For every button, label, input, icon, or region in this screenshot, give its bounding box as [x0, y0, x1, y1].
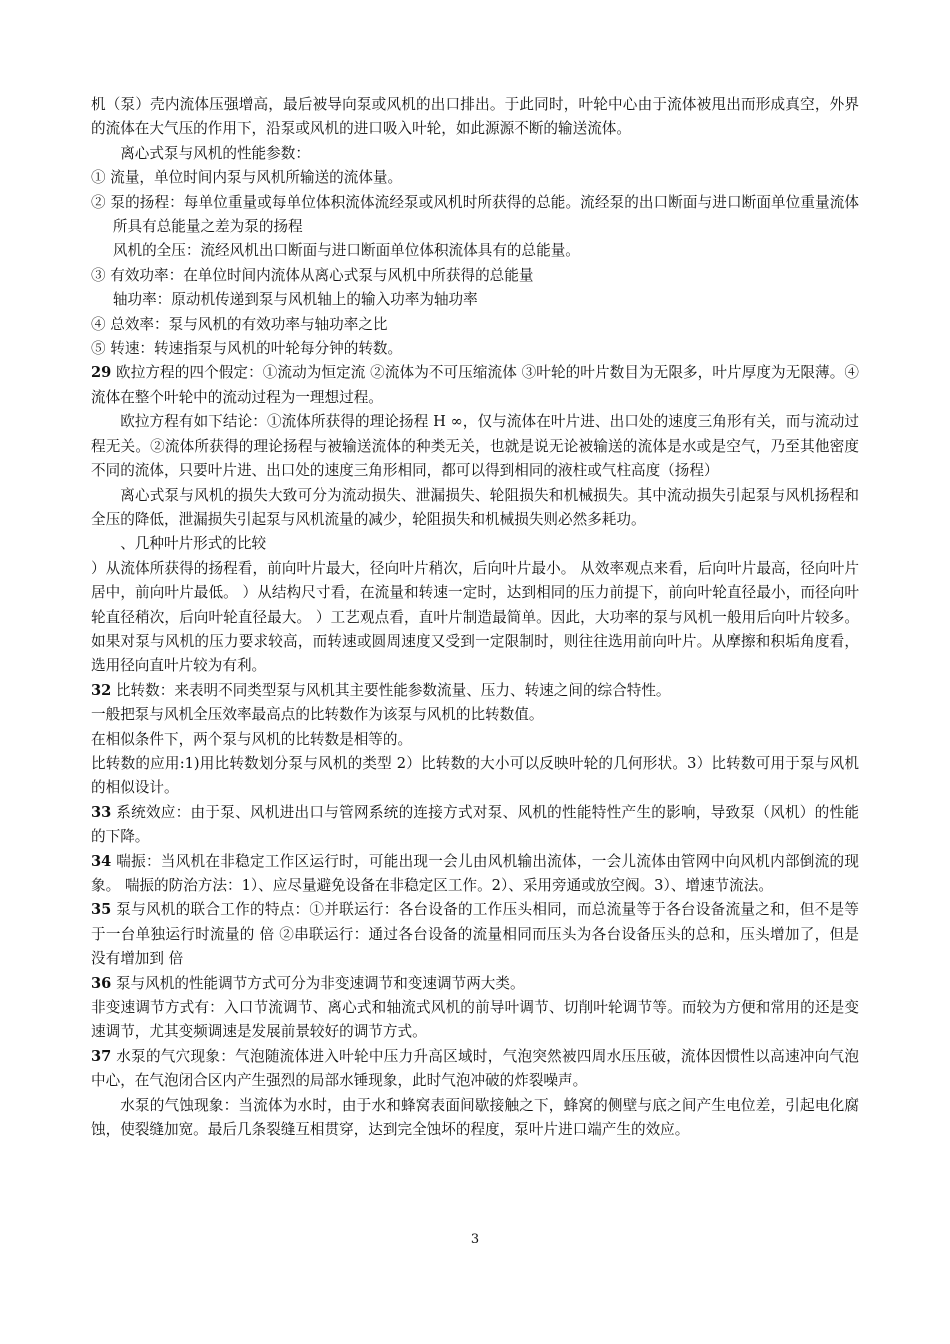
section-32: 32 比转数：来表明不同类型泵与风机其主要性能参数流量、压力、转速之间的综合特性。: [91, 681, 671, 699]
section-number: 34: [91, 852, 112, 870]
paragraph: 风机的全压：流经风机出口断面与进口断面单位体积流体具有的总能量。: [112, 242, 580, 260]
section-29: 29 欧拉方程的四个假定：①流动为恒定流 ②流体为不可压缩流体 ③叶轮的叶片数目为无限多，叶片厚度为无限薄。④流体在整个叶轮中的流动过程为一理想过程。: [91, 364, 859, 406]
paragraph: 一般把泵与风机全压效率最高点的比转数作为该泵与风机的比转数值。: [91, 706, 544, 724]
section-33: 33 系统效应：由于泵、风机进出口与管网系统的连接方式对泵、风机的性能特性产生的影响，导致泵（风机）的性能的下降。: [91, 803, 859, 846]
list-item: ② 泵的扬程：每单位重量或每单位体积流体流经泵或风机时所获得的总能。流经泵的出口断面与进口断面单位重量流体所具有总能量之差为泵的扬程: [91, 193, 859, 236]
paragraph: 非变速调节方式有：入口节流调节、离心式和轴流式风机的前导叶调节、切削叶轮调节等。而较为方便和常用的还是变速调节，尤其变频调速是发展前景较好的调节方式。: [91, 999, 859, 1041]
section-number: 37: [91, 1047, 112, 1065]
paragraph: 机（泵）壳内流体压强增高，最后被导向泵或风机的出口排出。于此同时，叶轮中心由于流体被甩出而形成真空，外界的流体在大气压的作用下，沿泵或风机的进口吸入叶轮，如此源源不断的输送流体。: [91, 96, 859, 138]
paragraph: 、几种叶片形式的比较: [120, 535, 267, 553]
section-35: 35 泵与风机的联合工作的特点：①并联运行：各台设备的工作压头相同，而总流量等于各台设备流量之和，但不是等于一台单独运行时流量的 倍 ②串联运行：通过各台设备的流量相同而压头为各台设备压头的总和，压头增加了，但是没有增加到 倍: [91, 901, 859, 968]
list-item: ① 流量，单位时间内泵与风机所输送的流体量。: [91, 169, 403, 187]
section-36: 36 泵与风机的性能调节方式可分为非变速调节和变速调节两大类。: [91, 974, 525, 992]
section-number: 33: [91, 803, 112, 821]
list-item: ④ 总效率：泵与风机的有效功率与轴功率之比: [91, 315, 388, 333]
section-number: 35: [91, 901, 112, 919]
paragraph: ）从流体所获得的扬程看，前向叶片最大，径向叶片稍次，后向叶片最小。 从效率观点来看，后向叶片最高，径向叶片居中，前向叶片最低。 ）从结构尺寸看，在流量和转速一定时，达到相同的压力前提下，前向叶轮直径最小，而径向叶轮直径稍次，后向叶轮直径最大。 ）工艺观点看，直叶片制造最简单。因此，大功率的泵与风机一般用后向叶片较多。如果对泵与风机的压力要求较高，而转速或圆周速度又受到一定限制时，则往往选用前向叶片。从摩擦和积垢角度看，选用径向直叶片较为有利。: [91, 559, 859, 675]
paragraph: 欧拉方程有如下结论：①流体所获得的理论扬程 H ∞，仅与流体在叶片进、出口处的速度三角形有关，而与流动过程无关。②流体所获得的理论扬程与被输送流体的种类无关，也就是说无论被输送的流体是水或是空气，乃至其他密度不同的流体，只要叶片进、出口处的速度三角形相同，都可以得到相同的液柱或气柱高度（扬程）: [91, 413, 859, 480]
paragraph: 比转数的应用:1)用比转数划分泵与风机的类型 2）比转数的大小可以反映叶轮的几何形状。3）比转数可用于泵与风机的相似设计。: [91, 754, 859, 797]
paragraph: 在相似条件下，两个泵与风机的比转数是相等的。: [91, 730, 413, 748]
paragraph: 轴功率：原动机传递到泵与风机轴上的输入功率为轴功率: [112, 291, 478, 309]
section-number: 36: [91, 974, 112, 992]
page-number: 3: [470, 1232, 480, 1247]
paragraph: 离心式泵与风机的损失大致可分为流动损失、泄漏损失、轮阻损失和机械损失。其中流动损失引起泵与风机扬程和全压的降低，泄漏损失引起泵与风机流量的减少，轮阻损失和机械损失则必然多耗功。: [91, 486, 859, 528]
paragraph: 水泵的气蚀现象：当流体为水时，由于水和蜂窝表面间歇接触之下，蜂窝的侧壁与底之间产生电位差，引起电化腐蚀，使裂缝加宽。最后几条裂缝互相贯穿，达到完全蚀坏的程度，泵叶片进口端产生的效应。: [91, 1096, 859, 1139]
section-number: 29: [91, 364, 112, 382]
list-item: ③ 有效功率：在单位时间内流体从离心式泵与风机中所获得的总能量: [91, 266, 534, 284]
document-body: [91, 93, 859, 1142]
paragraph: 离心式泵与风机的性能参数：: [120, 144, 310, 162]
section-34: 34 喘振：当风机在非稳定工作区运行时，可能出现一会儿由风机输出流体，一会儿流体由管网中向风机内部倒流的现象。 喘振的防治方法：1）、应尽量避免设备在非稳定区工作。2）、采用旁通或放空阀。3）、增速节流法。: [91, 852, 859, 894]
section-number: 32: [91, 681, 112, 699]
section-37: 37 水泵的气穴现象：气泡随流体进入叶轮中压力升高区域时，气泡突然被四周水压压破，流体因惯性以高速冲向气泡中心，在气泡闭合区内产生强烈的局部水锤现象，此时气泡冲破的炸裂噪声。: [91, 1047, 859, 1090]
list-item: ⑤ 转速：转速指泵与风机的叶轮每分钟的转数。: [91, 340, 403, 358]
